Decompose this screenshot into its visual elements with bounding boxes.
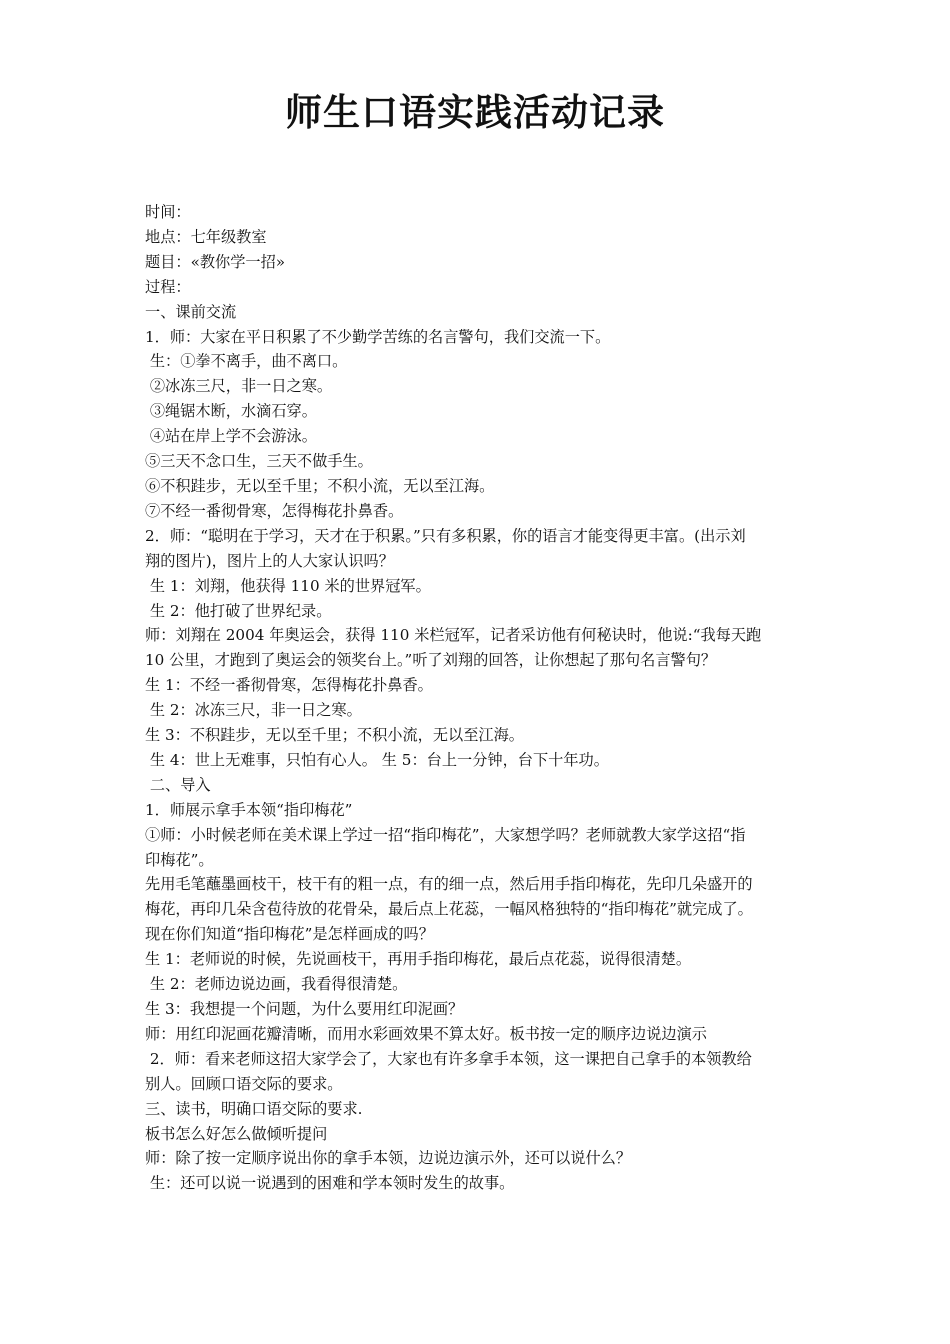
body-line: 1．师：大家在平日积累了不少勤学苦练的名言警句，我们交流一下。 [145, 327, 611, 346]
body-line: 二、导入 [145, 775, 211, 794]
body-line: 印梅花”。 [145, 850, 214, 869]
body-line: 2．师：“聪明在于学习，天才在于积累。”只有多积累，你的语言才能变得更丰富。(出示刘 [145, 526, 746, 545]
body-line: 生 2：冰冻三尺，非一日之寒。 [145, 701, 362, 720]
document-body [145, 200, 815, 1196]
body-line: 生 1：不经一番彻骨寒，怎得梅花扑鼻香。 [145, 676, 433, 695]
body-line: 生 3：不积跬步，无以至千里；不积小流，无以至江海。 [145, 726, 524, 745]
body-line: 师：用红印泥画花瓣清晰，而用水彩画效果不算太好。板书按一定的顺序边说边演示 [145, 1024, 707, 1043]
body-line: 10 公里，才跑到了奥运会的领奖台上。”听了刘翔的回答，让你想起了那句名言警句？ [145, 651, 717, 670]
body-line: ④站在岸上学不会游泳。 [145, 427, 317, 446]
body-line: 三、读书，明确口语交际的要求. [145, 1099, 363, 1118]
body-line: 板书怎么好怎么做倾听提问 [145, 1124, 328, 1143]
body-line: 生 3：我想提一个问题，为什么要用红印泥画？ [145, 1000, 464, 1018]
body-line: 先用毛笔蘸墨画枝干，枝干有的粗一点，有的细一点，然后用手指印梅花，先印几朵盛开的 [145, 875, 753, 894]
body-line: 题目：«教你学一招» [145, 252, 286, 271]
body-line: 师：刘翔在 2004 年奥运会，获得 110 米栏冠军，记者采访他有何秘诀时，他说:“我每天跑 [145, 626, 762, 645]
body-line: 一、课前交流 [145, 302, 237, 321]
body-line: 现在你们知道“指印梅花”是怎样画成的吗？ [145, 925, 434, 944]
body-line: ③绳锯木断，水滴石穿。 [145, 402, 317, 421]
body-line: ⑤三天不念口生，三天不做手生。 [145, 452, 373, 471]
body-line: 过程： [145, 277, 191, 296]
body-line: 地点：七年级教室 [145, 227, 267, 246]
body-line: 2．师：看来老师这招大家学会了，大家也有许多拿手本领，这一课把自己拿手的本领教给 [145, 1049, 752, 1068]
body-line: 别人。回顾口语交际的要求。 [145, 1074, 343, 1093]
body-line: 生 1：刘翔，他获得 110 米的世界冠军。 [145, 576, 431, 595]
body-line: 时间： [145, 203, 191, 221]
body-line: 师：除了按一定顺序说出你的拿手本领，边说边演示外，还可以说什么？ [145, 1149, 631, 1168]
body-line: 生 2：老师边说边画，我看得很清楚。 [145, 975, 408, 994]
body-line: 生：还可以说一说遇到的困难和学本领时发生的故事。 [145, 1174, 515, 1193]
body-line: 生 2：他打破了世界纪录。 [145, 601, 332, 620]
body-line: 生 4：世上无难事，只怕有心人。 生 5：台上一分钟，台下十年功。 [145, 750, 609, 769]
body-line: ⑥不积跬步，无以至千里；不积小流，无以至江海。 [145, 476, 495, 495]
body-line: ⑦不经一番彻骨寒，怎得梅花扑鼻香。 [145, 501, 404, 520]
body-line: 生：①拳不离手，曲不离口。 [145, 352, 348, 371]
body-line: ②冰冻三尺，非一日之寒。 [145, 377, 333, 396]
body-line: 生 1：老师说的时候，先说画枝干，再用手指印梅花，最后点花蕊，说得很清楚。 [145, 950, 692, 969]
body-line: 梅花，再印几朵含苞待放的花骨朵，最后点上花蕊，一幅风格独特的“指印梅花”就完成了。 [145, 900, 753, 919]
body-line: 1．师展示拿手本领“指印梅花” [145, 800, 353, 819]
body-line: ①师：小时候老师在美术课上学过一招“指印梅花”，大家想学吗？老师就教大家学这招“指 [145, 825, 746, 844]
body-line: 翔的图片)，图片上的人大家认识吗？ [145, 551, 394, 570]
document-title: 师生口语实践活动记录 [285, 91, 665, 134]
